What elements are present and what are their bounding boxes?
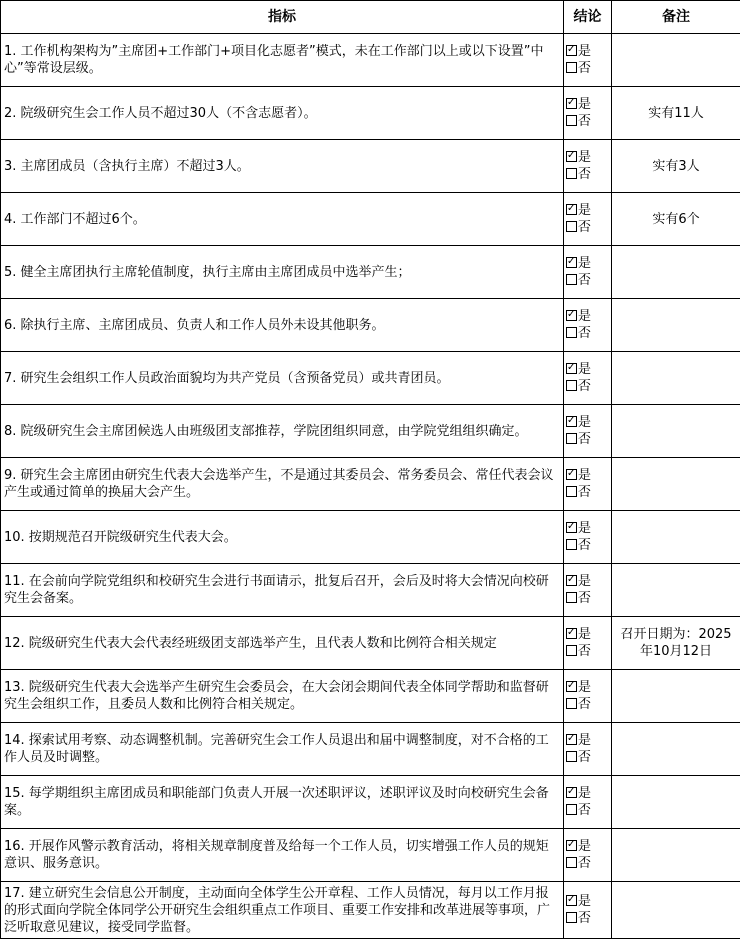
option-label: 否 [578,697,591,712]
option-yes[interactable] [566,520,611,537]
option-no[interactable] [566,802,611,819]
option-label: 否 [578,432,591,447]
option-no[interactable] [566,484,611,501]
indicator-text: 10. 按期规范召开院级研究生代表大会。 [1,511,564,564]
table-row [1,246,740,299]
unchecked-checkbox-icon[interactable] [566,751,577,762]
option-no[interactable] [566,749,611,766]
table-row [1,405,740,458]
unchecked-checkbox-icon[interactable] [566,539,577,550]
option-yes[interactable] [566,202,611,219]
option-no[interactable] [566,910,611,927]
option-yes[interactable] [566,732,611,749]
option-label: 否 [578,167,591,182]
checked-checkbox-icon[interactable] [566,840,577,851]
conclusion-cell [564,34,612,87]
option-label: 否 [578,379,591,394]
option-label: 是 [578,786,591,801]
remark-cell [612,458,740,511]
indicator-text: 4. 工作部门不超过6个。 [1,193,564,246]
conclusion-cell [564,776,612,829]
unchecked-checkbox-icon[interactable] [566,486,577,497]
table-row [1,458,740,511]
checked-checkbox-icon[interactable] [566,681,577,692]
indicator-text: 11. 在会前向学院党组织和校研究生会进行书面请示，批复后召开，会后及时将大会情况向校研究生会备案。 [1,564,564,617]
unchecked-checkbox-icon[interactable] [566,804,577,815]
option-label: 是 [578,468,591,483]
conclusion-cell [564,299,612,352]
header-row [1,1,740,34]
indicator-text: 9. 研究生会主席团由研究生代表大会选举产生，不是通过其委员会、常务委员会、常任代表会议产生或通过简单的换届大会产生。 [1,458,564,511]
table-row [1,511,740,564]
option-label: 是 [578,362,591,377]
option-no[interactable] [566,166,611,183]
option-label: 是 [578,733,591,748]
checked-checkbox-icon[interactable] [566,469,577,480]
unchecked-checkbox-icon[interactable] [566,592,577,603]
remark-cell: 实有3人 [612,140,740,193]
option-label: 否 [578,220,591,235]
checked-checkbox-icon[interactable] [566,98,577,109]
checked-checkbox-icon[interactable] [566,257,577,268]
remark-cell [612,352,740,405]
option-label: 是 [578,627,591,642]
checked-checkbox-icon[interactable] [566,575,577,586]
option-yes[interactable] [566,626,611,643]
option-yes[interactable] [566,96,611,113]
option-label: 是 [578,415,591,430]
remark-cell [612,723,740,776]
option-label: 是 [578,97,591,112]
option-yes[interactable] [566,838,611,855]
option-yes[interactable] [566,414,611,431]
option-label: 是 [578,839,591,854]
remark-cell [612,564,740,617]
header-conclusion: 结论 [564,1,612,34]
option-label: 是 [578,521,591,536]
remark-cell [612,829,740,882]
option-label: 否 [578,538,591,553]
table-row [1,299,740,352]
option-label: 是 [578,150,591,165]
unchecked-checkbox-icon[interactable] [566,857,577,868]
unchecked-checkbox-icon[interactable] [566,698,577,709]
remark-cell [612,299,740,352]
option-label: 是 [578,894,591,909]
remark-cell [612,670,740,723]
checked-checkbox-icon[interactable] [566,628,577,639]
option-yes[interactable] [566,361,611,378]
option-label: 否 [578,114,591,129]
option-label: 否 [578,485,591,500]
option-no[interactable] [566,431,611,448]
conclusion-cell [564,87,612,140]
option-label: 否 [578,273,591,288]
option-label: 否 [578,803,591,818]
table-row [1,193,740,246]
option-yes[interactable] [566,43,611,60]
option-yes[interactable] [566,255,611,272]
conclusion-cell [564,458,612,511]
checked-checkbox-icon[interactable] [566,45,577,56]
remark-cell [612,246,740,299]
remark-cell [612,405,740,458]
checked-checkbox-icon[interactable] [566,151,577,162]
conclusion-cell [564,564,612,617]
unchecked-checkbox-icon[interactable] [566,115,577,126]
table-row [1,87,740,140]
option-no[interactable] [566,219,611,236]
conclusion-cell [564,511,612,564]
indicator-text: 5. 健全主席团执行主席轮值制度，执行主席由主席团成员中选举产生； [1,246,564,299]
table-row [1,882,740,939]
indicator-text: 8. 院级研究生会主席团候选人由班级团支部推荐，学院团组织同意，由学院党组组织确定。 [1,405,564,458]
table-row [1,723,740,776]
option-label: 否 [578,856,591,871]
indicator-text: 7. 研究生会组织工作人员政治面貌均为共产党员（含预备党员）或共青团员。 [1,352,564,405]
remark-cell: 召开日期为：2025年10月12日 [612,617,740,670]
remark-cell: 实有6个 [612,193,740,246]
indicator-text: 13. 院级研究生代表大会选举产生研究生会委员会，在大会闭会期间代表全体同学帮助和监督研究生会组织工作，且委员人数和比例符合相关规定。 [1,670,564,723]
indicator-text: 3. 主席团成员（含执行主席）不超过3人。 [1,140,564,193]
option-yes[interactable] [566,149,611,166]
unchecked-checkbox-icon[interactable] [566,433,577,444]
option-yes[interactable] [566,893,611,910]
remark-cell [612,34,740,87]
indicator-text: 2. 院级研究生会工作人员不超过30人（不含志愿者）。 [1,87,564,140]
checked-checkbox-icon[interactable] [566,416,577,427]
option-no[interactable] [566,643,611,660]
checked-checkbox-icon[interactable] [566,310,577,321]
option-label: 是 [578,44,591,59]
unchecked-checkbox-icon[interactable] [566,62,577,73]
table-row [1,829,740,882]
unchecked-checkbox-icon[interactable] [566,912,577,923]
checklist-body [1,34,740,939]
conclusion-cell [564,882,612,939]
option-no[interactable] [566,855,611,872]
conclusion-cell [564,617,612,670]
conclusion-cell [564,352,612,405]
indicator-text: 6. 除执行主席、主席团成员、负责人和工作人员外未设其他职务。 [1,299,564,352]
unchecked-checkbox-icon[interactable] [566,274,577,285]
option-label: 否 [578,591,591,606]
unchecked-checkbox-icon[interactable] [566,221,577,232]
table-row [1,140,740,193]
checked-checkbox-icon[interactable] [566,895,577,906]
checked-checkbox-icon[interactable] [566,522,577,533]
unchecked-checkbox-icon[interactable] [566,380,577,391]
indicator-text: 12. 院级研究生代表大会代表经班级团支部选举产生，且代表人数和比例符合相关规定 [1,617,564,670]
option-label: 是 [578,309,591,324]
table-row [1,617,740,670]
conclusion-cell [564,246,612,299]
option-label: 否 [578,326,591,341]
option-yes[interactable] [566,785,611,802]
indicator-text: 1. 工作机构架构为”主席团+工作部门+项目化志愿者”模式，未在工作部门以上或以下设置”中心”等常设层级。 [1,34,564,87]
table-row [1,564,740,617]
option-no[interactable] [566,537,611,554]
option-no[interactable] [566,60,611,77]
checked-checkbox-icon[interactable] [566,363,577,374]
remark-cell [612,776,740,829]
conclusion-cell [564,829,612,882]
option-no[interactable] [566,696,611,713]
option-no[interactable] [566,378,611,395]
indicator-text: 17. 建立研究生会信息公开制度，主动面向全体学生公开章程、工作人员情况，每月以工作月报的形式面向学院全体同学公开研究生会组织重点工作项目、重要工作安排和改革进展等事项，广泛听取意见建议，接受同学监督。 [1,882,564,939]
option-label: 是 [578,574,591,589]
table-row [1,776,740,829]
option-label: 否 [578,644,591,659]
option-no[interactable] [566,113,611,130]
checked-checkbox-icon[interactable] [566,734,577,745]
unchecked-checkbox-icon[interactable] [566,168,577,179]
conclusion-cell [564,723,612,776]
option-label: 是 [578,203,591,218]
option-no[interactable] [566,325,611,342]
conclusion-cell [564,193,612,246]
checked-checkbox-icon[interactable] [566,787,577,798]
unchecked-checkbox-icon[interactable] [566,327,577,338]
remark-cell [612,882,740,939]
conclusion-cell [564,140,612,193]
option-no[interactable] [566,590,611,607]
table-row [1,670,740,723]
option-yes[interactable] [566,308,611,325]
option-label: 否 [578,911,591,926]
conclusion-cell [564,670,612,723]
indicator-text: 14. 探索试用考察、动态调整机制。完善研究生会工作人员退出和届中调整制度，对不合格的工作人员及时调整。 [1,723,564,776]
option-label: 是 [578,680,591,695]
option-yes[interactable] [566,573,611,590]
table-row [1,34,740,87]
conclusion-cell [564,405,612,458]
table-row [1,352,740,405]
indicator-text: 15. 每学期组织主席团成员和职能部门负责人开展一次述职评议，述职评议及时向校研究生会备案。 [1,776,564,829]
option-yes[interactable] [566,679,611,696]
option-yes[interactable] [566,467,611,484]
checked-checkbox-icon[interactable] [566,204,577,215]
remark-cell: 实有11人 [612,87,740,140]
remark-cell [612,511,740,564]
unchecked-checkbox-icon[interactable] [566,645,577,656]
option-label: 否 [578,750,591,765]
header-indicator: 指标 [1,1,564,34]
option-no[interactable] [566,272,611,289]
option-label: 是 [578,256,591,271]
indicator-text: 16. 开展作风警示教育活动，将相关规章制度普及给每一个工作人员，切实增强工作人员的规矩意识、服务意识。 [1,829,564,882]
header-remark: 备注 [612,1,740,34]
option-label: 否 [578,61,591,76]
